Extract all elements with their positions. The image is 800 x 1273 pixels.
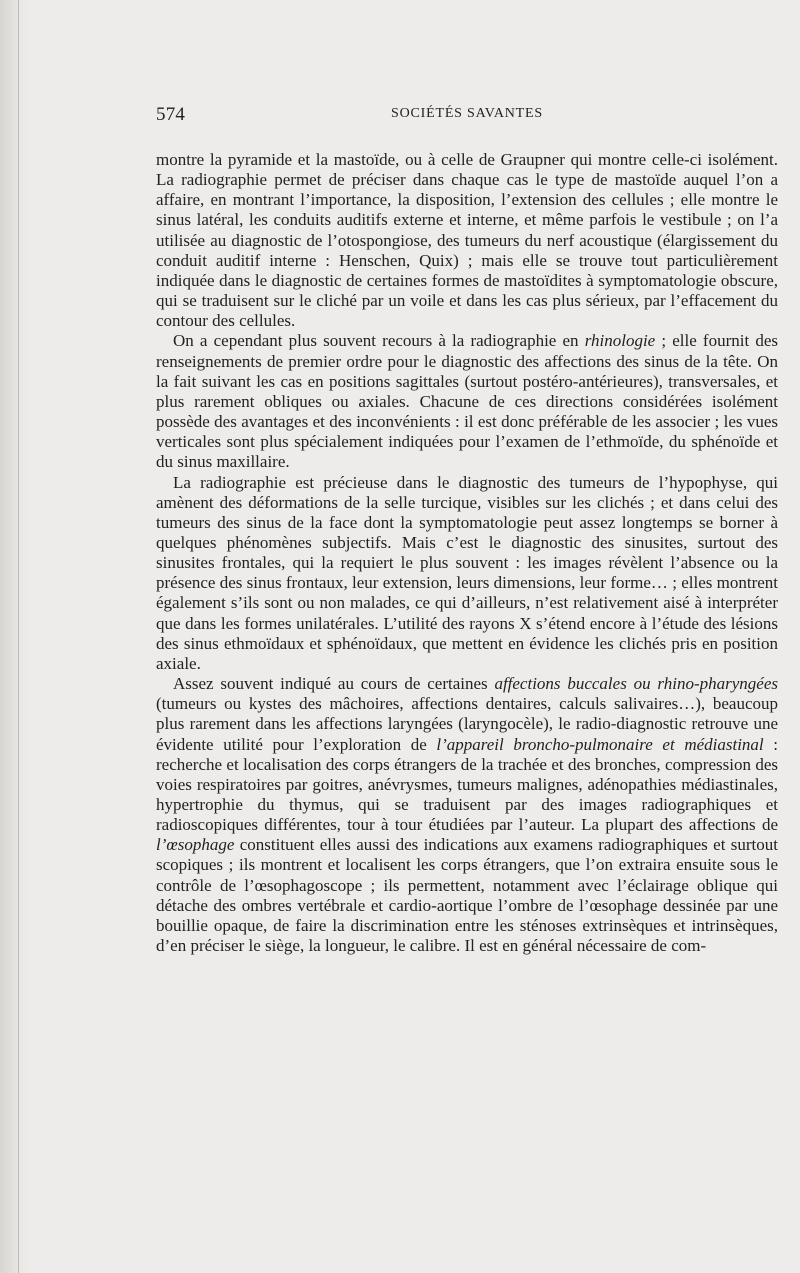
text-run: Assez souvent indiqué au cours de certaines — [173, 674, 495, 694]
italic-phrase: rhinologie — [584, 331, 656, 351]
text-run: ; elle fournit des renseignements de premier ordre pour le diagnostic des affections des sinus de la tête. On la fait suivant les cas en positions sagittales (surtout postéro-antérieures), transversales, et plus rarement obliques ou axiales. Chacune de ces directions considérées isolément possède des avantages et des inconvénients : il est donc préférable de les associer ; les vues verticales sont plus spécialement indiquées pour l’examen de l’ethmoïde, du sphénoïde et du sinus maxillaire. — [156, 331, 778, 472]
binding-gutter — [0, 0, 30, 1273]
text-run: On a cependant plus souvent recours à la radiographie en — [173, 331, 585, 351]
running-header — [156, 104, 778, 130]
text-run: : recherche et localisation des corps étrangers de la trachée et des bronches, compression des voies respiratoires par goitres, anévrysmes, tumeurs malignes, adénopathies médiastinales, hypertrophie du thymus, qui se traduisent par des images radiographiques et radioscopiques différentes, tour à tour étudiées par l’auteur. La plupart des affections de — [156, 734, 779, 835]
gutter-line — [18, 0, 19, 1273]
page-number: 574 — [156, 104, 186, 125]
text-run: constituent elles aussi des indications aux examens radiographiques et surtout scopiques ; ils montrent et localisent les corps étrangers, que l’on extraira ensuite sous le contrôle de l’œsophagoscope ; ils permettent, notamment avec l’éclairage oblique qui détache des ombres vertébrale et cardio-aortique l’ombre de l’œsophage dessinée par une bouillie opaque, de faire la discrimination entre les sténoses extrinsèques et intrinsèques, d’en préciser le siège, la longueur, le calibre. Il est en général nécessaire de com- — [156, 835, 778, 956]
italic-phrase: affections buccales ou rhino-pharyngées — [494, 674, 778, 694]
text-run: (tumeurs ou kystes des mâchoires, affections dentaires, calculs salivaires…), beaucoup plus rarement dans les affections laryngées (laryngocèle), le radio-diagnostic retrouve une évidente utilité pour l’exploration de — [156, 694, 778, 754]
body-text — [156, 150, 778, 956]
paragraph — [156, 674, 778, 956]
paragraph — [156, 473, 778, 675]
text-run: montre la pyramide et la mastoïde, ou à celle de Graupner qui montre celle-ci isolément. La radiographie permet de préciser dans chaque cas le type de mastoïde auquel l’on a affaire, en montrant l’importance, la disposition, l’extension des cellules ; elle montre le sinus latéral, les conduits auditifs externe et interne, et même parfois le vestibule ; on l’a utilisée au diagnostic de l’otospongiose, des tumeurs du nerf acoustique (élargissement du conduit auditif interne : Henschen, Quix) ; mais elle se trouve tout particulièrement indiquée dans le diagnostic de certaines formes de mastoïdites à symptomatologie obscure, qui se traduisent sur le cliché par un voile et dans les cas plus sérieux, par l’effacement du contour des cellules. — [156, 150, 778, 331]
paragraph — [156, 150, 778, 331]
text-run: La radiographie est précieuse dans le diagnostic des tumeurs de l’hypophyse, qui amènent des déformations de la selle turcique, visibles sur les clichés ; et dans celui des tumeurs des sinus de la face dont la symptomatologie peut assez longtemps se borner à quelques phénomènes subjectifs. Mais c’est le diagnostic des sinusites, surtout des sinusites frontales, qui la requiert le plus souvent : les images révèlent l’absence ou la présence des sinus frontaux, leur extension, leurs dimensions, leur forme… ; elles montrent également s’ils sont ou non malades, ce qui d’ailleurs, n’est relativement aisé à interpréter que dans les formes unilatérales. L’utilité des rayons X s’étend encore à l’étude des lésions des sinus ethmoïdaux et sphénoïdaux, que mettent en évidence les clichés pris en position axiale. — [156, 472, 778, 673]
running-title: SOCIÉTÉS SAVANTES — [391, 106, 543, 121]
italic-phrase: l’œsophage — [156, 835, 235, 855]
paragraph — [156, 331, 778, 472]
italic-phrase: l’appareil broncho-pulmonaire et médiastinal — [436, 734, 764, 754]
